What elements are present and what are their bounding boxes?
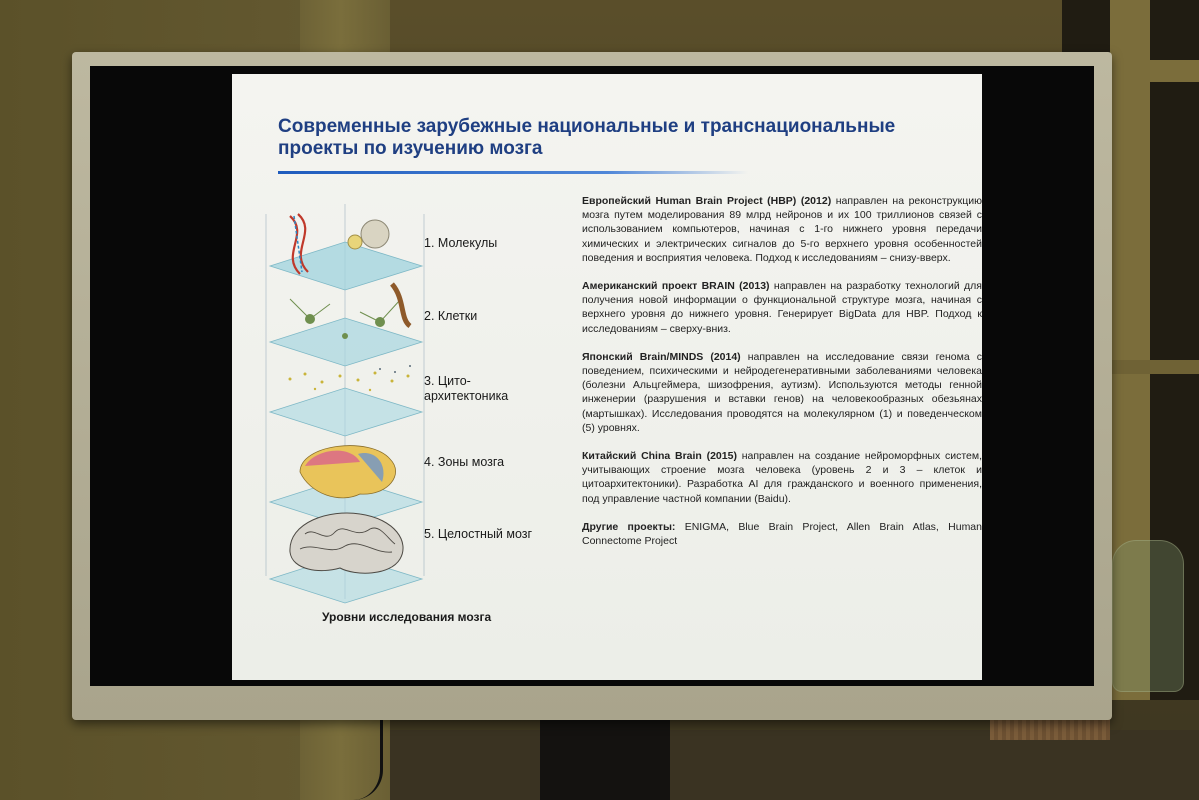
level-3-label-line-1: 3. Цито- [424, 374, 471, 388]
brain-levels-illustration [260, 204, 430, 604]
project-description: направлен на реконструкцию мозга путем моделирования 89 млрд нейронов и их 100 триллионов связей с использованием компьютеров, начиная с 1-го нижнего уровня передачи химических и электрических сигналов до 5-го верхнего уровня особенностей поведения и восприятия человека. Подход к исследованиям – снизу-вверх. [582, 195, 982, 264]
level-3-label [424, 374, 508, 404]
project-brain [582, 279, 982, 336]
project-name: Другие проекты: [582, 520, 676, 533]
project-hbp [582, 194, 982, 265]
water-bottle [1112, 540, 1184, 692]
project-name: Японский Brain/MINDS (2014) [582, 350, 741, 363]
slide-title-line-1: Современные зарубежные национальные и транснациональные [278, 116, 896, 137]
project-name: Китайский China Brain (2015) [582, 450, 737, 463]
level-5-label: 5. Целостный мозг [424, 527, 533, 541]
title-underline [278, 171, 748, 174]
level-1-label: 1. Молекулы [424, 236, 498, 250]
layer-plane-3 [270, 388, 422, 436]
illustration-caption: Уровни исследования мозга [322, 610, 492, 624]
project-china-brain [582, 449, 982, 506]
project-description: направлен на исследование связи генома с поведением, психическими и нейродегенеративными заболеваниями человека (болезни Альцгеймера, шизофрения, аутизм). Используются методы генной инженерии (разрушения и вставки генов) на человекообразных обезьянах (мартышках). Исследования проводятся на молекулярном (1) и поведенческом (5) уровнях. [582, 350, 982, 434]
presentation-slide [232, 74, 982, 680]
level-4-label: 4. Зоны мозга [424, 455, 505, 469]
projects-list [582, 194, 982, 562]
level-3-label-line-2: архитектоника [424, 389, 509, 403]
slide-title-line-2: проекты по изучению мозга [278, 138, 543, 159]
project-brain-minds [582, 350, 982, 435]
project-name: Американский проект BRAIN (2013) [582, 280, 770, 293]
project-others [582, 520, 982, 548]
project-description: направлен на разработку технологий для получения новой информации о функциональной структуре мозга, начиная с верхнего уровня до нижнего уровня. Генерирует BigData для HBP. Подход к исследованиям – сверху-вниз. [582, 280, 982, 335]
level-2-label: 2. Клетки [424, 309, 478, 323]
project-description: направлен на создание нейроморфных систем, учитывающих строение мозга человека (уровень 2 и 3 – клеток и цитоархитектоники). Разработка AI для гражданского и военного применения, под управление частной компании (Baidu). [582, 450, 982, 505]
project-description: ENIGMA, Blue Brain Project, Allen Brain Atlas, Human Connectome Project [582, 520, 982, 548]
layer-plane-2 [270, 318, 422, 366]
project-name: Европейский Human Brain Project (HBP) (2012) [582, 195, 832, 207]
slide-title [278, 116, 958, 160]
